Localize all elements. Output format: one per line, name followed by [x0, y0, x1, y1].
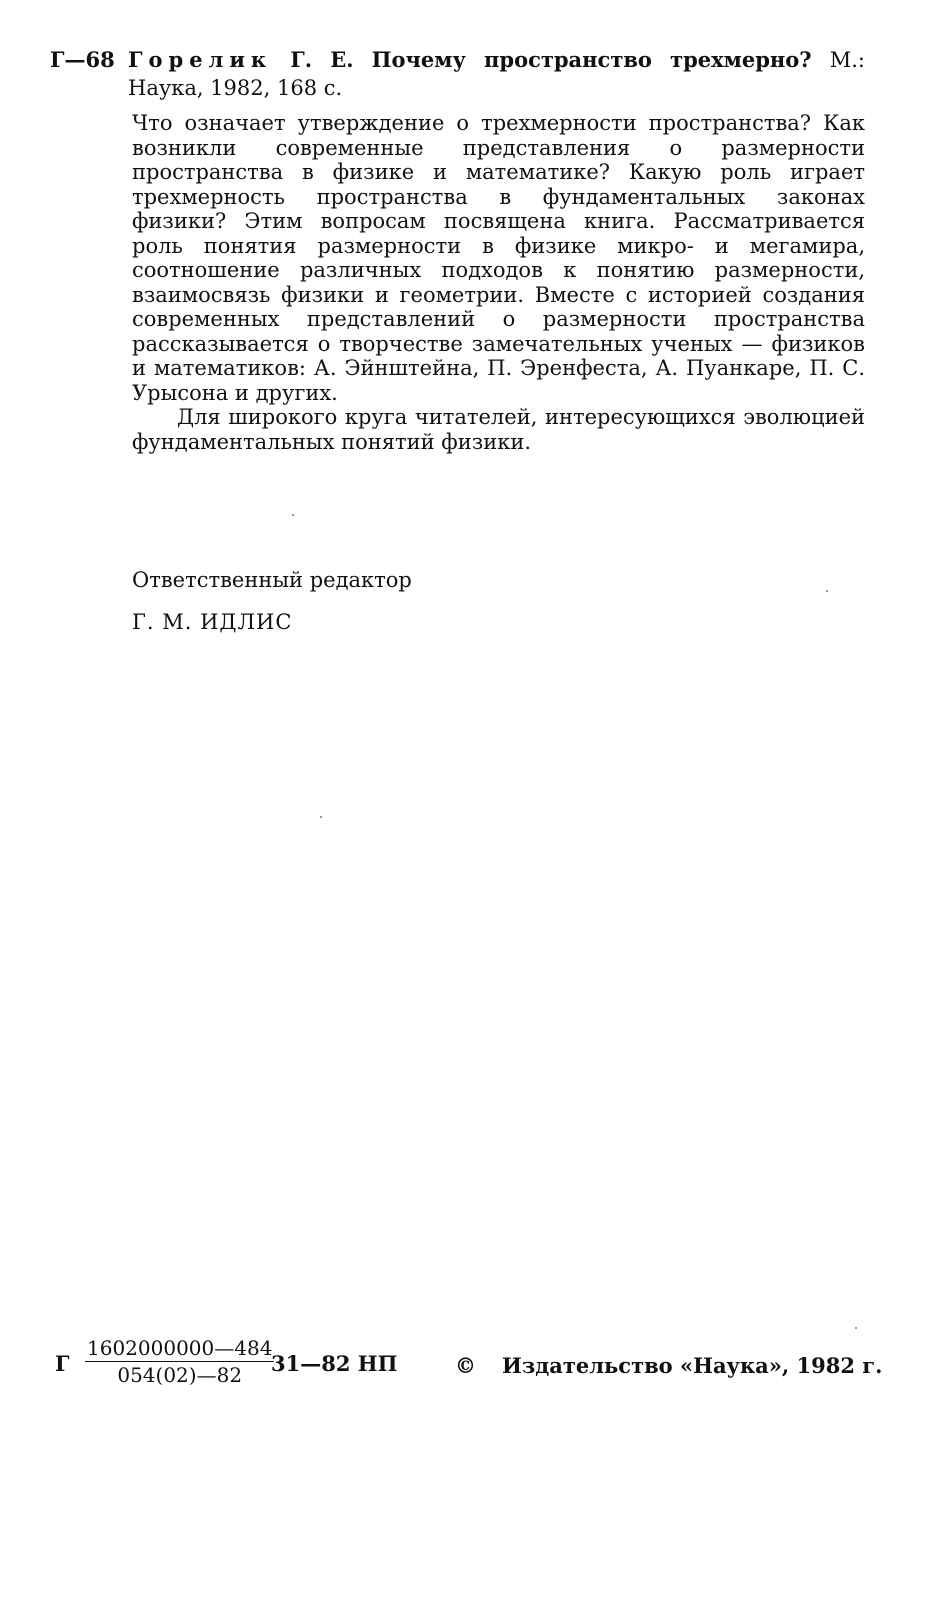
book-title: Г. Е. Почему пространство трехмерно?: [290, 47, 812, 72]
index-denominator: 054(02)—82: [117, 1363, 243, 1387]
bibliographic-entry: [50, 46, 865, 102]
scan-speck: [826, 590, 828, 592]
index-numerator: 1602000000—484: [87, 1336, 273, 1360]
publisher-info: М.: Наука, 1982, 168 с.: [128, 48, 866, 100]
editor-block: [132, 566, 412, 636]
copyright-icon: ©: [455, 1353, 476, 1378]
author-name: Горелик: [128, 47, 273, 72]
editor-name: Г. М. ИДЛИС: [132, 610, 293, 634]
series-code: 31—82 НП: [271, 1351, 398, 1376]
scan-speck: [292, 514, 294, 516]
scan-speck: [320, 816, 322, 818]
annotation-paragraph: Что означает утверждение о трехмерности пространства? Как возникли современные представления о размерности пространства в физике и математике? Какую роль играет трехмерность пространства в фундаментальных законах физики? Этим вопросам посвящена книга. Рассматривается роль понятия размерности в физике микро- и мегамира, соотношение различных подходов к понятию размерности, взаимосвязь физики и геометрии. Вместе с историей создания современных представлений о размерности пространства рассказывается о творчестве замечательных ученых — физиков и математиков: А. Эйнштейна, П. Эренфеста, А. Пуанкаре, П. С. Урысона и других.: [132, 111, 865, 405]
annotation: [132, 111, 865, 454]
imprint-line: [55, 1335, 883, 1395]
catalog-code: Г—68: [50, 47, 115, 72]
index-fraction: [85, 1335, 274, 1388]
index-letter: Г: [55, 1351, 70, 1376]
editor-role: Ответственный редактор: [132, 568, 412, 592]
entry-text: [128, 46, 865, 102]
copyright-text: Издательство «Наука», 1982 г.: [502, 1353, 883, 1378]
scan-speck: [855, 1327, 857, 1329]
annotation-paragraph: Для широкого круга читателей, интересующихся эволюцией фундаментальных понятий физики.: [132, 405, 865, 454]
copyright: [455, 1353, 882, 1378]
